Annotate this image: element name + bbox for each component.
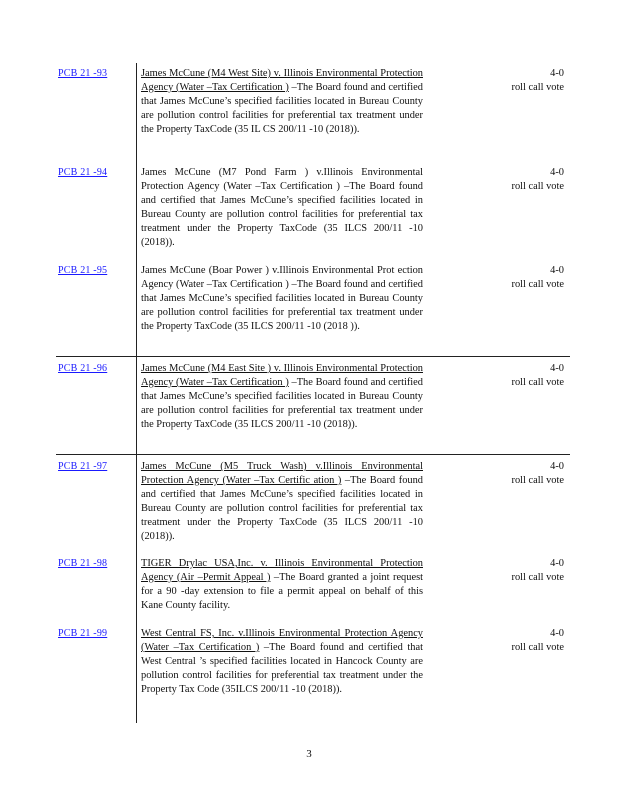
page-number: 3 <box>306 748 312 760</box>
entry-description <box>141 166 423 249</box>
entry-text: James McCune (M7 Pond Farm ) v.Illinois Environmental Protection Agency (Water –Tax Certification ) –The Board found and certified that James McCune’s specified facilities located in Bureau County are pollution control facilities for preferential tax treatment under the Property TaxCode (35 ILCS 200/11 -10 (2018)). <box>141 167 423 248</box>
entry-text: –The Board found and certified that James McCune’s specified facilities located in Bureau County are pollution control facilities for preferential tax treatment under the Property TaxCode (35 ILCS 200/11 -10 (2018)). <box>141 474 423 542</box>
entry-text: –The Board found and certified that James McCune’s specified facilities located in Bureau County are pollution control facilities for preferential tax treatment under the Property TaxCode (35 ILCS 200/11 -10 (2018)). <box>141 376 423 430</box>
entry-caption: James McCune (M4 East Site ) v. Illinois Environmental Protection Agency (Water –Tax Certification ) <box>141 363 423 388</box>
entry-text: –The Board found and certified that West Central ’s specified facilities located in Hancock County are pollution control facilities for preferential tax treatment under the Property Tax Code (35ILCS 200/11 -10 (2018)). <box>141 641 423 695</box>
entry-text: –The Board granted a joint request for a 90 -day extension to file a permit appeal on behalf of this Kane County facility. <box>141 571 423 611</box>
vote-result <box>480 264 564 292</box>
vote-result <box>480 362 564 390</box>
vote-count: 4-0 <box>550 265 564 276</box>
entry-text: –The Board found and certified that James McCune’s specified facilities located in Bureau County are pollution control facilities for preferential tax treatment under the Property TaxCode (35 IL CS 200/11 -10 (2018)). <box>141 81 423 135</box>
entry-caption: TIGER Drylac USA,Inc. v. Illinois Environmental Protection Agency (Air –Permit Appeal ) <box>141 558 423 583</box>
docket-link[interactable]: PCB 21 -94 <box>58 167 108 178</box>
entry-description <box>141 264 423 334</box>
docket-link[interactable]: PCB 21 -93 <box>58 68 108 79</box>
vote-count: 4-0 <box>550 363 564 374</box>
entry-description <box>141 557 423 613</box>
entry-description <box>141 627 423 697</box>
vote-type: roll call vote <box>511 81 564 93</box>
vote-type: roll call vote <box>511 571 564 583</box>
entry-text: James McCune (Boar Power ) v.Illinois Environmental Prot ection Agency (Water –Tax Certification ) –The Board found and certified that James McCune’s specified facilities located in Bureau County are pollution control facilities for preferential tax treatment under the Property TaxCode (35 ILCS 200/11 -10 (2018 )). <box>141 265 423 332</box>
vote-count: 4-0 <box>550 461 564 472</box>
vote-type: roll call vote <box>511 376 564 388</box>
docket-link[interactable]: PCB 21 -98 <box>58 558 108 569</box>
entry-description <box>141 67 423 137</box>
entry-caption: James McCune (M5 Truck Wash) v.Illinois Environmental Protection Agency (Water –Tax Certific ation ) <box>141 461 423 486</box>
docket-link[interactable]: PCB 21 -95 <box>58 265 108 276</box>
docket-link[interactable]: PCB 21 -96 <box>58 363 108 374</box>
entry-caption: West Central FS, Inc. v.Illinois Environmental Protection Agency (Water –Tax Certification ) <box>141 628 423 653</box>
vote-count: 4-0 <box>550 558 564 569</box>
vote-count: 4-0 <box>550 628 564 639</box>
vote-type: roll call vote <box>511 474 564 486</box>
vote-result <box>480 627 564 655</box>
vote-result <box>480 557 564 585</box>
vote-type: roll call vote <box>511 180 564 192</box>
vote-type: roll call vote <box>511 641 564 653</box>
entry-caption: James McCune (M4 West Site) v. Illinois Environmental Protection Agency (Water –Tax Certification ) <box>141 68 423 93</box>
vote-count: 4-0 <box>550 68 564 79</box>
vote-result <box>480 460 564 488</box>
vote-result <box>480 166 564 194</box>
entry-description <box>141 460 423 543</box>
entry-description <box>141 362 423 432</box>
row-divider <box>56 356 570 357</box>
vote-result <box>480 67 564 95</box>
row-divider <box>56 454 570 455</box>
docket-link[interactable]: PCB 21 -97 <box>58 461 108 472</box>
vote-count: 4-0 <box>550 167 564 178</box>
docket-link[interactable]: PCB 21 -99 <box>58 628 108 639</box>
column-divider <box>136 63 137 723</box>
vote-type: roll call vote <box>511 278 564 290</box>
